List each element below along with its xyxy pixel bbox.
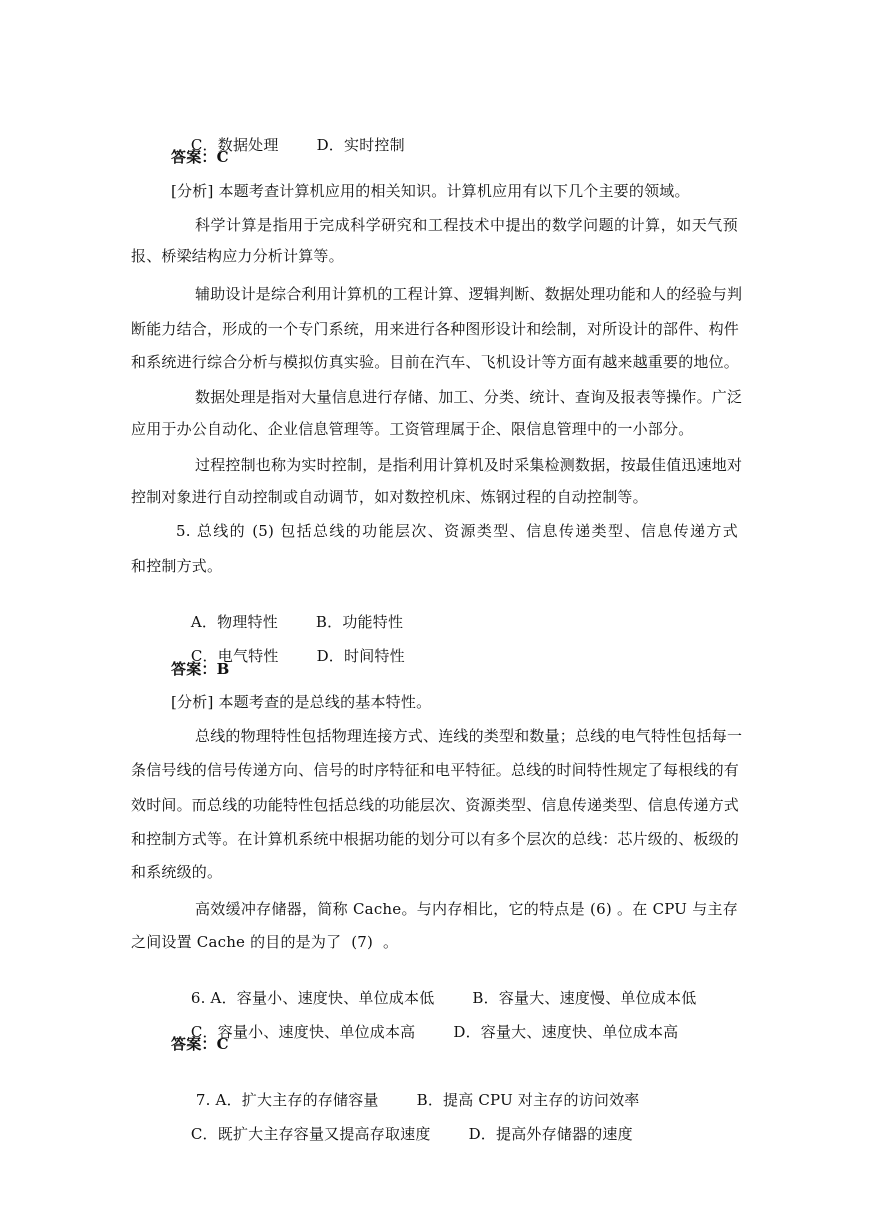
q4-analysis-p2-line3: 和系统进行综合分析与模拟仿真实验。目前在汽车、飞机设计等方面有越来越重要的地位。: [131, 353, 740, 371]
q4-analysis-intro: [分析] 本题考查计算机应用的相关知识。计算机应用有以下几个主要的领域。: [171, 182, 690, 200]
q6-option-d: D．容量大、速度快、单位成本高: [453, 1023, 679, 1041]
q4-option-d: D．实时控制: [316, 136, 405, 154]
q5-stem-line1: 5. 总线的 (5) 包括总线的功能层次、资源类型、信息传递类型、信息传递方式: [176, 522, 738, 540]
q6-options-cd: [171, 999, 869, 1041]
q4-analysis-p2-line2: 断能力结合，形成的一个专门系统，用来进行各种图形设计和绘制，对所设计的部件、构件: [131, 320, 740, 338]
q4-analysis-p2-line1: 辅助设计是综合利用计算机的工程计算、逻辑判断、数据处理功能和人的经验与判: [195, 285, 743, 303]
q6-answer: 答案：C: [171, 1035, 229, 1053]
q5-analysis-line5: 和系统级的。: [131, 863, 223, 881]
q4-analysis-p1-line2: 报、桥梁结构应力分析计算等。: [131, 247, 344, 265]
q7-option-b: B．提高 CPU 对主存的访问效率: [416, 1091, 640, 1109]
q4-analysis-p4-line2: 控制对象进行自动控制或自动调节，如对数控机床、炼钢过程的自动控制等。: [131, 488, 648, 506]
q6-option-c: C．容量小、速度快、单位成本高: [190, 1023, 416, 1041]
q5-option-d: D．时间特性: [316, 647, 405, 665]
q5-analysis-intro: [分析] 本题考查的是总线的基本特性。: [171, 693, 432, 711]
q7-options-ab: [176, 1067, 869, 1109]
q4-analysis-p3-line1: 数据处理是指对大量信息进行存储、加工、分类、统计、查询及报表等操作。广泛: [195, 388, 743, 406]
q4-analysis-p1-line1: 科学计算是指用于完成科学研究和工程技术中提出的数学问题的计算，如天气预: [195, 216, 738, 234]
q5-option-a: A．物理特性: [190, 613, 278, 631]
q4-options-cd: [171, 112, 869, 154]
q67-stem-line2: 之间设置 Cache 的目的是为了 (7) 。: [131, 933, 399, 951]
q7-option-c: C．既扩大主存容量又提高存取速度: [190, 1125, 431, 1143]
q5-option-c: C．电气特性: [190, 647, 279, 665]
q67-stem-line1: 高效缓冲存储器，简称 Cache。与内存相比，它的特点是 (6) 。在 CPU 与主存: [195, 900, 738, 918]
q5-option-b: B．功能特性: [315, 613, 404, 631]
q6-options-ab: [171, 965, 869, 1007]
q6-option-b: B．容量大、速度慢、单位成本低: [472, 989, 697, 1007]
q7-options-cd: [171, 1101, 869, 1143]
q5-analysis-line2: 条信号线的信号传递方向、信号的时序特征和电平特征。总线的时间特性规定了每根线的有: [131, 761, 740, 779]
q7-option-d: D．提高外存储器的速度: [468, 1125, 633, 1143]
q4-answer: 答案：C: [171, 148, 229, 166]
q5-analysis-line4: 和控制方式等。在计算机系统中根据功能的划分可以有多个层次的总线：芯片级的、板级的: [131, 830, 740, 848]
q4-option-c: C．数据处理: [190, 136, 279, 154]
q5-analysis-line3: 效时间。而总线的功能特性包括总线的功能层次、资源类型、信息传递类型、信息传递方式: [131, 796, 740, 814]
q5-answer: 答案：B: [171, 660, 230, 678]
q6-option-a: 6. A．容量小、速度快、单位成本低: [190, 989, 435, 1007]
q4-analysis-p3-line2: 应用于办公自动化、企业信息管理等。工资管理属于企、限信息管理中的一小部分。: [131, 420, 694, 438]
q5-stem-line2: 和控制方式。: [131, 557, 223, 575]
q7-option-a: 7. A．扩大主存的存储容量: [195, 1091, 379, 1109]
q4-analysis-p4-line1: 过程控制也称为实时控制，是指利用计算机及时采集检测数据，按最佳值迅速地对: [195, 456, 743, 474]
q5-analysis-line1: 总线的物理特性包括物理连接方式、连线的类型和数量；总线的电气特性包括每一: [195, 727, 743, 745]
q5-options-ab: [171, 589, 869, 631]
q5-options-cd: [171, 623, 869, 665]
